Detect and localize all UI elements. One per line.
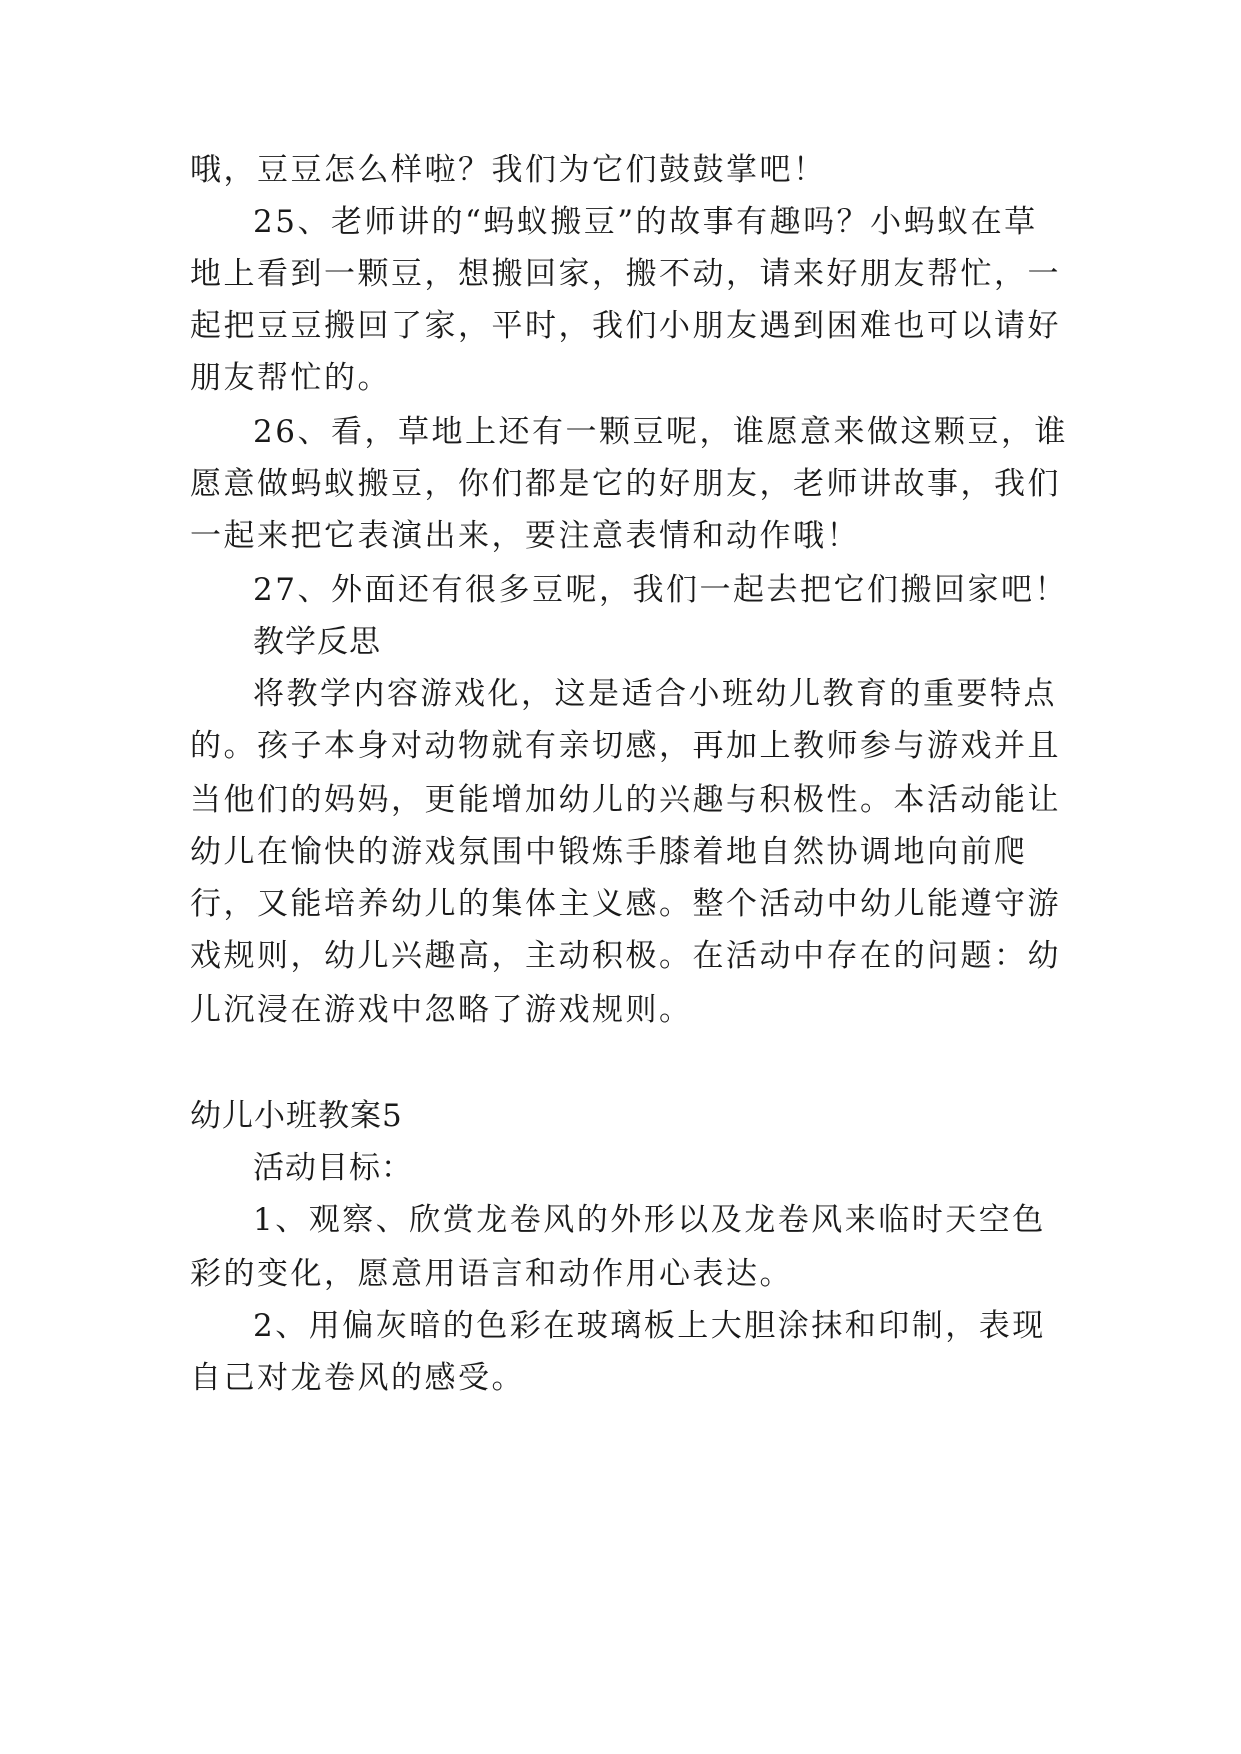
paragraph-line: 26、看，草地上还有一颗豆呢，谁愿意来做这颗豆，谁 <box>253 414 1068 450</box>
lesson-title: 幼儿小班教案5 <box>190 1098 403 1134</box>
paragraph-line: 哦，豆豆怎么样啦？我们为它们鼓鼓掌吧！ <box>190 152 827 188</box>
paragraph-line: 戏规则，幼儿兴趣高，主动积极。在活动中存在的问题：幼 <box>190 938 1061 974</box>
paragraph-line: 地上看到一颗豆，想搬回家，搬不动，请来好朋友帮忙，一 <box>190 256 1061 292</box>
paragraph-line: 起把豆豆搬回了家，平时，我们小朋友遇到困难也可以请好 <box>190 308 1061 344</box>
paragraph-line: 自己对龙卷风的感受。 <box>190 1360 525 1396</box>
paragraph-line: 行，又能培养幼儿的集体主义感。整个活动中幼儿能遵守游 <box>190 886 1061 922</box>
paragraph-line: 25、老师讲的“蚂蚁搬豆”的故事有趣吗？小蚂蚁在草 <box>253 204 1038 240</box>
paragraph-line: 将教学内容游戏化，这是适合小班幼儿教育的重要特点 <box>253 676 1057 712</box>
paragraph-line: 儿沉浸在游戏中忽略了游戏规则。 <box>190 992 693 1028</box>
section-heading: 活动目标： <box>253 1150 413 1186</box>
paragraph-line: 2、用偏灰暗的色彩在玻璃板上大胆涂抹和印制，表现 <box>253 1308 1046 1344</box>
section-heading: 教学反思 <box>253 624 381 660</box>
paragraph-line: 愿意做蚂蚁搬豆，你们都是它的好朋友，老师讲故事，我们 <box>190 466 1061 502</box>
paragraph-line: 的。孩子本身对动物就有亲切感，再加上教师参与游戏并且 <box>190 728 1061 764</box>
paragraph-line: 一起来把它表演出来，要注意表情和动作哦！ <box>190 518 860 554</box>
paragraph-line: 当他们的妈妈，更能增加幼儿的兴趣与积极性。本活动能让 <box>190 782 1061 818</box>
paragraph-line: 1、观察、欣赏龙卷风的外形以及龙卷风来临时天空色 <box>253 1202 1046 1238</box>
paragraph-line: 朋友帮忙的。 <box>190 360 391 396</box>
paragraph-line: 27、外面还有很多豆呢，我们一起去把它们搬回家吧！ <box>253 572 1068 608</box>
paragraph-line: 幼儿在愉快的游戏氛围中锻炼手膝着地自然协调地向前爬 <box>190 834 1028 870</box>
paragraph-line: 彩的变化，愿意用语言和动作用心表达。 <box>190 1256 793 1292</box>
